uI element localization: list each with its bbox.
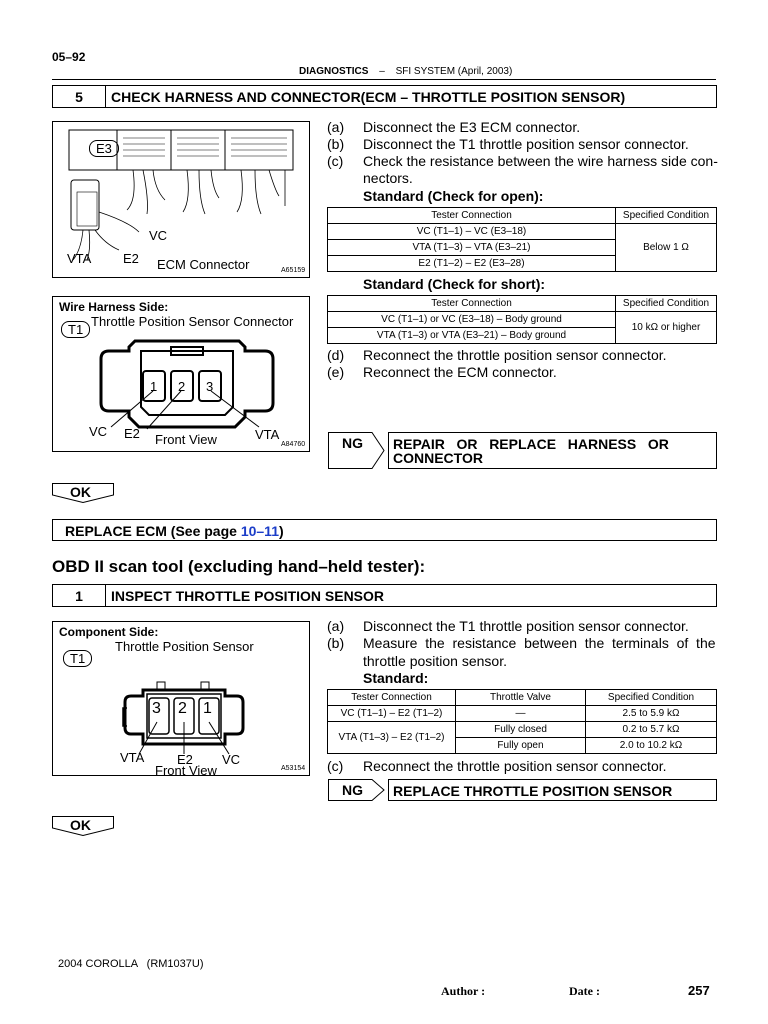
harness-figure-code: A84760	[281, 441, 306, 448]
open-table-row-2: VTA (T1–3) – VTA (E3–21)	[328, 240, 616, 256]
step1-title-box	[52, 584, 717, 607]
step5-ng-action-line1: REPAIR OR REPLACE HARNESS OR	[393, 436, 669, 452]
component-pin-1: 1	[203, 700, 212, 717]
footer-model: 2004 COROLLA (RM1037U)	[58, 958, 204, 970]
harness-vta-label: VTA	[255, 427, 280, 442]
step1-title: INSPECT THROTTLE POSITION SENSOR	[111, 587, 385, 604]
tps-row2b-valve: Fully open	[456, 738, 586, 754]
tps-header-connection: Tester Connection	[328, 690, 456, 706]
ecm-vta-label: VTA	[67, 251, 92, 266]
step5-instruction-e: (e) Reconnect the ECM connector.	[327, 364, 557, 380]
step5-ng-result	[328, 432, 717, 469]
tps-row2b-condition: 2.0 to 10.2 kΩ	[586, 738, 717, 754]
footer-author: Author :	[441, 984, 486, 998]
open-check-heading: Standard (Check for open):	[363, 188, 544, 204]
page-code: 05–92	[52, 50, 86, 64]
step5-title-box	[52, 85, 717, 108]
component-front-view: Front View	[155, 763, 217, 778]
header-dash: –	[379, 66, 385, 77]
open-table-row-3: E2 (T1–2) – E2 (E3–28)	[328, 256, 616, 272]
obd-heading: OBD II scan tool (excluding hand–held tester):	[52, 557, 426, 576]
step5-instruction-b: (b) Disconnect the T1 throttle position sensor connector.	[327, 136, 689, 152]
header-section: DIAGNOSTICS	[299, 66, 369, 77]
tps-row1-valve: —	[456, 706, 586, 722]
footer-date: Date :	[569, 984, 600, 998]
step1-instruction-c: (c) Reconnect the throttle position sensor connector.	[327, 758, 667, 774]
step1-number: 1	[53, 585, 106, 606]
header-rule	[52, 79, 716, 80]
short-table-row-2: VTA (T1–3) or VTA (E3–21) – Body ground	[328, 328, 616, 344]
short-table-header-connection: Tester Connection	[328, 296, 616, 312]
component-pin-2: 2	[178, 700, 187, 717]
header-section-line	[299, 66, 512, 77]
tps-header-valve: Throttle Valve	[456, 690, 586, 706]
short-check-heading: Standard (Check for short):	[363, 276, 546, 292]
harness-side-label: Wire Harness Side:	[59, 300, 169, 314]
tps-resistance-table	[327, 689, 717, 754]
footer-page-number: 257	[688, 983, 710, 998]
tps-row2a-valve: Fully closed	[456, 722, 586, 738]
step5-ok-label: OK	[70, 484, 91, 500]
step5-ng-action-line2: CONNECTOR	[393, 450, 483, 466]
step1-ng-action: REPLACE THROTTLE POSITION SENSOR	[393, 783, 673, 799]
short-check-table	[327, 295, 717, 344]
ecm-connector-caption: ECM Connector	[157, 257, 250, 272]
step5-ng-action-box	[388, 432, 717, 469]
tps-row2a-condition: 0.2 to 5.7 kΩ	[586, 722, 717, 738]
open-table-condition: Below 1 Ω	[616, 224, 717, 272]
t1-connector-badge: T1	[61, 321, 90, 338]
open-table-header-connection: Tester Connection	[328, 208, 616, 224]
replace-ecm-page-link[interactable]: 10–11	[240, 523, 279, 539]
component-e2-label: E2	[177, 752, 193, 767]
step1-ng-action-box	[388, 779, 717, 801]
step1-ng-result	[328, 779, 717, 801]
tps-row2-connection: VTA (T1–3) – E2 (T1–2)	[328, 722, 456, 754]
harness-pin-3: 3	[206, 379, 214, 394]
step1-standard-heading: Standard:	[363, 670, 429, 686]
step5-instruction-c: (c) Check the resistance between the wire harness side con- nectors.	[327, 153, 718, 186]
step1-instruction-a: (a) Disconnect the T1 throttle position sensor connector.	[327, 618, 689, 634]
harness-e2-label: E2	[124, 426, 140, 441]
component-vta-label: VTA	[120, 750, 145, 765]
step5-ok-indicator	[52, 483, 116, 503]
tps-row1-connection: VC (T1–1) – E2 (T1–2)	[328, 706, 456, 722]
ecm-vc-label: VC	[149, 228, 168, 243]
tps-header-condition: Specified Condition	[586, 690, 717, 706]
header-system: SFI SYSTEM (April, 2003)	[395, 66, 513, 77]
step1-ng-label: NG	[342, 782, 363, 798]
replace-ecm-text: REPLACE ECM (See page	[65, 523, 241, 539]
component-pin-3: 3	[152, 700, 161, 717]
harness-pin-2: 2	[178, 379, 186, 394]
component-vc-label: VC	[222, 752, 241, 767]
short-table-header-condition: Specified Condition	[616, 296, 717, 312]
step1-ok-indicator	[52, 816, 116, 836]
step1-ok-label: OK	[70, 817, 91, 833]
harness-pin-1: 1	[150, 379, 158, 394]
short-table-condition: 10 kΩ or higher	[616, 312, 717, 344]
component-connector-figure	[52, 621, 310, 776]
replace-ecm-box	[52, 519, 717, 541]
component-figure-code: A53154	[281, 765, 306, 772]
step5-ng-label: NG	[342, 435, 363, 451]
ecm-figure-code: A65159	[281, 267, 306, 274]
open-table-header-condition: Specified Condition	[616, 208, 717, 224]
component-connector-title: Throttle Position Sensor	[115, 639, 254, 654]
step1-instruction-b: (b) Measure the resistance between the terminals of the throttle position sensor.	[327, 635, 716, 669]
replace-ecm-suffix: )	[279, 523, 284, 539]
component-side-label: Component Side:	[59, 625, 159, 639]
step5-title: CHECK HARNESS AND CONNECTOR(ECM – THROTTLE POSITION SENSOR)	[111, 88, 626, 105]
harness-connector-figure	[52, 296, 310, 452]
step5-instruction-d: (d) Reconnect the throttle position sensor connector.	[327, 347, 667, 363]
ecm-e2-label: E2	[123, 251, 139, 266]
harness-connector-title: Throttle Position Sensor Connector	[91, 314, 294, 329]
open-check-table	[327, 207, 717, 272]
harness-front-view: Front View	[155, 432, 217, 447]
ecm-connector-figure	[52, 121, 310, 278]
tps-row1-condition: 2.5 to 5.9 kΩ	[586, 706, 717, 722]
open-table-row-1: VC (T1–1) – VC (E3–18)	[328, 224, 616, 240]
short-table-row-1: VC (T1–1) or VC (E3–18) – Body ground	[328, 312, 616, 328]
step5-instruction-a: (a) Disconnect the E3 ECM connector.	[327, 119, 581, 135]
harness-vc-label: VC	[89, 424, 108, 439]
e3-connector-badge: E3	[89, 140, 119, 157]
t1-component-badge: T1	[63, 650, 92, 667]
step5-number: 5	[53, 86, 106, 107]
